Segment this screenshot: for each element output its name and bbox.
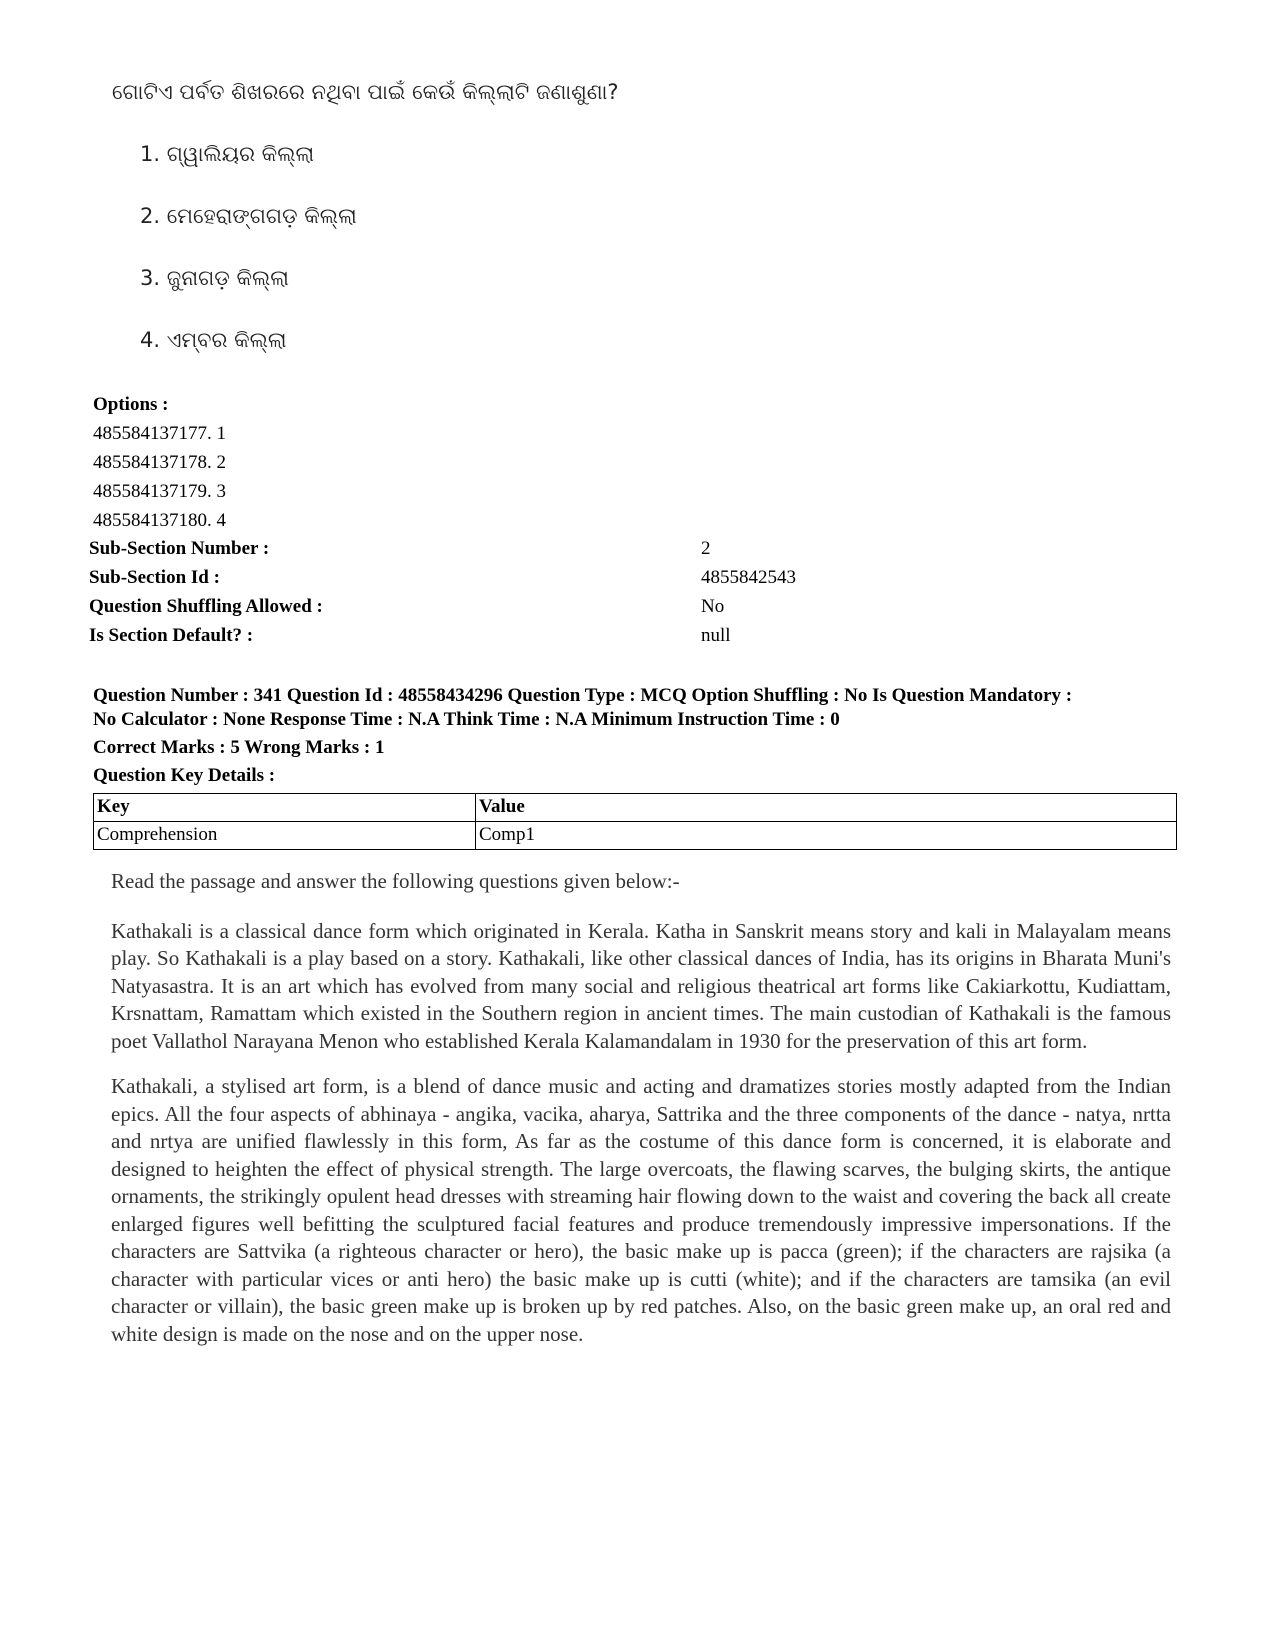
question-meta-line: No Calculator : None Response Time : N.A Think Time : N.A Minimum Instruction Time : 0 [93,709,840,730]
question-meta [93,684,1203,788]
key-table-header-row [94,794,1177,822]
key-table-cell: Comp1 [476,822,1177,850]
subsection-row [89,567,1189,596]
subsection-info [89,538,1189,654]
question-choice: 4. ଏମ୍ବର କିଲ୍ଲା [140,328,287,352]
subsection-value: No [701,596,725,617]
option-item: 485584137179. 3 [93,481,226,502]
key-table-header: Value [476,794,1177,822]
passage-intro: Read the passage and answer the following questions given below:- [111,869,680,893]
key-details-header: Question Key Details : [93,765,276,786]
subsection-label: Question Shuffling Allowed : [89,596,323,617]
subsection-label: Sub-Section Id : [89,567,220,588]
option-item: 485584137177. 1 [93,423,226,444]
question-choice: 1. ଗ୍ୱାଲିୟର କିଲ୍ଲା [140,142,315,166]
question-odia-block [112,80,1112,352]
subsection-row [89,596,1189,625]
subsection-value: 2 [701,538,711,559]
question-choice: 3. ଜୁନାଗଡ଼ କିଲ୍ଲା [140,266,289,290]
question-choice: 2. ମେହେରାଙ୍ଗଗଡ଼ କିଲ୍ଲା [140,204,357,228]
subsection-label: Is Section Default? : [89,625,254,646]
question-text: ଗୋଟିଏ ପର୍ବତ ଶିଖରରେ ନଥିବା ପାଇଁ କେଉଁ କିଲ୍ଲାଟି ଜଣାଶୁଣା? [112,80,619,104]
options-header: Options : [93,394,169,415]
passage-paragraph: Kathakali, a stylised art form, is a blend of dance music and acting and dramatizes stories mostly adapted from the Indian epics. All the four aspects of abhinaya - angika, vacika, aharya, Sattrika and the three components of the dance - natya, nrtta and nrtya are unified flawlessly in this form, As far as the costume of this dance form is concerned, it is elaborate and designed to heighten the effect of physical strength. The large overcoats, the flawing scarves, the bulging skirts, the antique ornaments, the strikingly opulent head dresses with streaming hair flowing down to the waist and covering the back all create enlarged figures well befitting the sculptured facial features and produce tremendously impressive impersonations. If the characters are Sattvika (a righteous character or hero), the basic make up is pacca (green); if the characters are rajsika (a character with particular vices or anti hero) the basic make up is cutti (white); and if the characters are tamsika (an evil character or villain), the basic green make up is broken up by red patches. Also, on the basic green make up, an oral red and white design is made on the nose and on the upper nose. [111,1074,1171,1346]
subsection-label: Sub-Section Number : [89,538,270,559]
table-row [94,822,1177,850]
key-table [93,793,1177,850]
option-item: 485584137178. 2 [93,452,226,473]
subsection-row [89,538,1189,567]
subsection-value: 4855842543 [701,567,796,588]
subsection-value: null [701,625,731,646]
question-meta-line: Question Number : 341 Question Id : 48558434296 Question Type : MCQ Option Shuffling : No Is Question Mandatory : [93,685,1073,706]
passage-paragraph: Kathakali is a classical dance form which originated in Kerala. Katha in Sanskrit means story and kali in Malayalam means play. So Kathakali is a play based on a story. Kathakali, like other classical dances of India, has its origins in Bharata Muni's Natyasastra. It is an art which has evolved from many social and religious theatrical art forms like Cakiarkottu, Kudiattam, Krsnattam, Ramattam which existed in the Southern region in ancient times. The main custodian of Kathakali is the famous poet Vallathol Narayana Menon who established Kerala Kalamandalam in 1930 for the preservation of this art form. [111,918,1171,1053]
option-item: 485584137180. 4 [93,510,226,531]
options-block [93,390,226,535]
subsection-row [89,625,1189,654]
comprehension-passage [111,868,1171,1366]
marks-line: Correct Marks : 5 Wrong Marks : 1 [93,737,385,758]
key-table-cell: Comprehension [94,822,476,850]
key-table-header: Key [94,794,476,822]
